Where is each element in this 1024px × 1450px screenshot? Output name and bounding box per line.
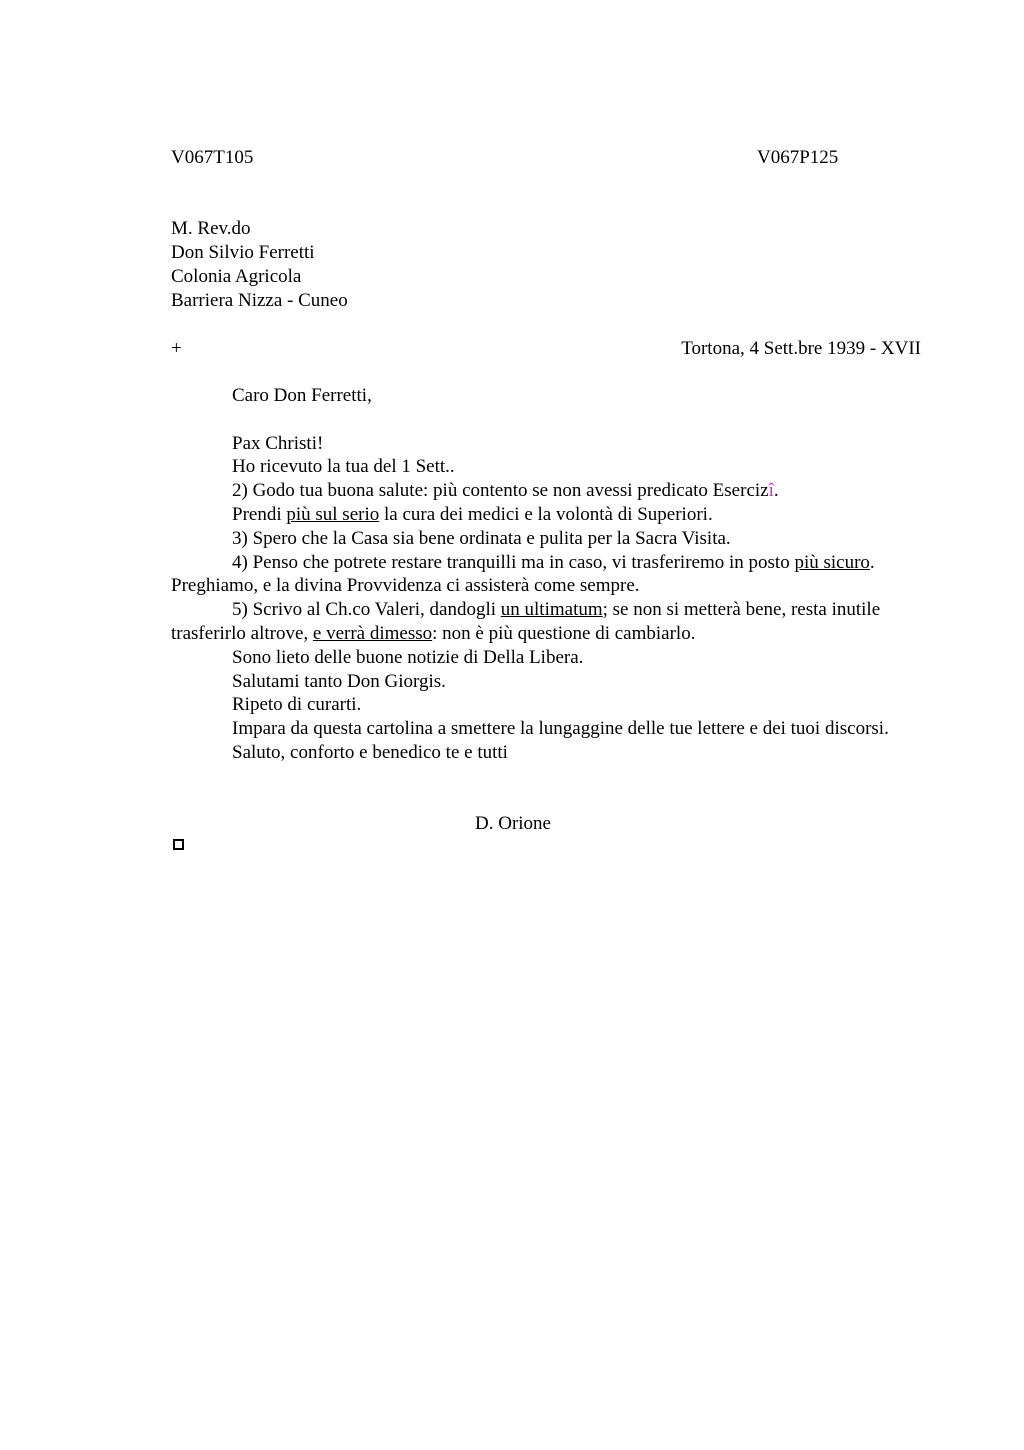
- underlined-text: e verrà dimesso: [312, 622, 433, 644]
- paragraph-point-4: [171, 551, 891, 599]
- address-line-name: Don Silvio Ferretti: [171, 242, 315, 263]
- text-run: 4) Penso che potrete restare tranquilli ma in caso, vi trasferiremo in posto: [232, 551, 795, 573]
- greeting: Pax Christi!: [232, 432, 324, 454]
- paragraph-doctors: [171, 503, 891, 527]
- paragraph-gap: [171, 408, 891, 432]
- archive-code-right: V067P125: [757, 147, 839, 168]
- signature: D. Orione: [475, 813, 551, 834]
- paragraph-point-3: 3) Spero che la Casa sia bene ordinata e pulita per la Sacra Visita.: [232, 527, 731, 549]
- cross-mark: +: [171, 338, 182, 359]
- archive-code-left: V067T105: [171, 147, 254, 168]
- underlined-text: più sul serio: [286, 503, 380, 525]
- address-line-title: M. Rev.do: [171, 218, 251, 239]
- underlined-text: più sicuro: [794, 551, 870, 573]
- recipient-address: [171, 217, 348, 313]
- text-run: . Preghiamo, e la divina Provvidenza ci assisterà come sempre.: [171, 551, 875, 597]
- text-run: 2) Godo tua buona salute: più contento se non avessi predicato Eserciz: [232, 480, 769, 502]
- hollow-square-icon: [173, 839, 184, 850]
- paragraph-point-2: [171, 479, 891, 503]
- address-line-location: Barriera Nizza - Cuneo: [171, 290, 348, 311]
- text-run: : non è più questione di cambiarlo.: [432, 622, 696, 644]
- paragraph-brevity: [171, 717, 891, 741]
- text-run: .: [773, 480, 779, 502]
- text-run: 5) Scrivo al Ch.co Valeri, dandogli: [232, 599, 501, 621]
- letter-body: [171, 384, 891, 765]
- place-and-date: Tortona, 4 Sett.bre 1939 - XVII: [681, 338, 921, 359]
- address-line-institution: Colonia Agricola: [171, 266, 302, 287]
- text-run: la cura dei medici e la volontà di Superiori.: [379, 503, 713, 525]
- text-run: ; se non si metterà bene, resta inutile trasferirlo altrove,: [171, 599, 881, 644]
- paragraph-greetings: Salutami tanto Don Giorgis.: [232, 670, 446, 692]
- paragraph-point-5: [171, 598, 891, 646]
- accent-mark: î: [768, 480, 774, 502]
- paragraph-care: Ripeto di curarti.: [232, 694, 362, 716]
- underlined-text: un ultimatum: [500, 599, 603, 621]
- paragraph-closing: Saluto, conforto e benedico te e tutti: [232, 741, 508, 763]
- text-run: Prendi: [232, 503, 287, 525]
- paragraph-news: Sono lieto delle buone notizie di Della Libera.: [232, 646, 584, 668]
- salutation: Caro Don Ferretti,: [232, 385, 372, 406]
- text-run: Impara da questa cartolina a smettere la lungaggine delle tue lettere e dei tuoi discorsi.: [232, 718, 889, 740]
- paragraph-received: Ho ricevuto la tua del 1 Sett..: [232, 456, 455, 478]
